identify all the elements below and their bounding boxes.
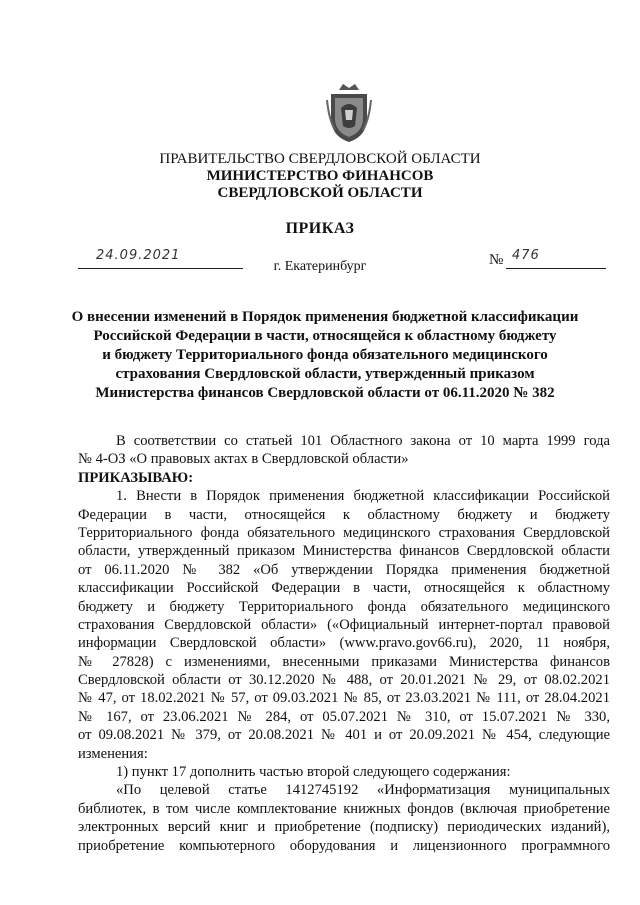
item1-line: № 27828) с изменениями, внесенными приказами Министерства финансов: [78, 653, 610, 670]
item1-line: информации Свердловской области» (www.pravo.gov66.ru), 2020, 11 ноября,: [78, 635, 610, 652]
item1-line: № 47, от 18.02.2021 № 57, от 09.03.2021 № 85, от 23.03.2021 № 111, от 28.04.2021: [78, 690, 610, 707]
city-name: г. Екатеринбург: [273, 259, 367, 274]
subject-line: Российской Федерации в части, относящейся к областному бюджету: [93, 328, 557, 344]
item1-line: № 167, от 23.06.2021 № 284, от 05.07.2021 № 310, от 15.07.2021 № 330,: [78, 708, 610, 725]
quote-line: «По целевой статье 1412745192 «Информатизация муниципальных: [116, 782, 610, 799]
subject-line: и бюджету Территориального фонда обязательного медицинского: [102, 347, 548, 363]
preamble-line: № 4-ОЗ «О правовых актах в Свердловской области»: [78, 451, 409, 468]
quote-line: приобретение компьютерного оборудования и лицензионного программного: [78, 837, 610, 854]
preamble-line: В соответствии со статьей 101 Областного закона от 10 марта 1999 года: [116, 433, 610, 449]
item1-line: Федерации в части, относящейся к областному бюджету и бюджету: [78, 506, 610, 523]
subject-line: Министерства финансов Свердловской области от 06.11.2020 № 382: [95, 385, 555, 401]
item1-line: изменения:: [78, 745, 148, 762]
document-body: [78, 432, 610, 855]
government-name: ПРАВИТЕЛЬСТВО СВЕРДЛОВСКОЙ ОБЛАСТИ: [159, 151, 481, 167]
ministry-name-line2: СВЕРДЛОВСКОЙ ОБЛАСТИ: [217, 185, 423, 201]
ministry-name-line1: МИНИСТЕРСТВО ФИНАНСОВ: [206, 168, 434, 184]
item1-line: Территориального фонда обязательного медицинского страхования Свердловской: [78, 524, 610, 541]
item1-line: страхования Свердловской области» («Официальный интернет-портал правовой: [78, 616, 610, 633]
subject-line: О внесении изменений в Порядок применения бюджетной классификации: [71, 309, 579, 325]
item1-line: Свердловской области от 30.12.2020 № 488, от 20.01.2021 № 29, от 08.02.2021: [78, 672, 610, 689]
item1-line: бюджету и бюджету Территориального фонда обязательного медицинского: [78, 598, 610, 615]
item1-line: от 09.08.2021 № 379, от 20.08.2021 № 401 и от 20.09.2021 № 454, следующие: [78, 727, 610, 744]
item1-line: классификации Российской Федерации в части, относящейся к областному: [78, 580, 610, 597]
subject-line: страхования Свердловской области, утвержденный приказом: [115, 366, 535, 382]
item1-line: от 06.11.2020 № 382 «Об утверждении Порядка применения бюджетной: [78, 561, 610, 578]
subitem1-line: 1) пункт 17 дополнить частью второй следующего содержания:: [116, 764, 511, 781]
handwritten-number: 476: [512, 248, 540, 263]
quote-line: электронных версий книг и приобретение (подписку) периодических изданий),: [78, 819, 610, 836]
number-sign: №: [489, 252, 504, 268]
handwritten-date: 24.09.2021: [96, 248, 181, 263]
order-word: ПРИКАЗЫВАЮ:: [78, 469, 194, 486]
document-subject: [60, 308, 590, 403]
coat-of-arms-emblem: [325, 80, 373, 144]
document-type: ПРИКАЗ: [285, 220, 355, 237]
item1-line: области, утвержденный приказом Министерства финансов Свердловской области: [78, 543, 610, 560]
quote-line: библиотек, в том числе комплектование книжных фондов (включая приобретение: [78, 800, 610, 817]
item1-line: 1. Внести в Порядок применения бюджетной классификации Российской: [116, 488, 610, 505]
